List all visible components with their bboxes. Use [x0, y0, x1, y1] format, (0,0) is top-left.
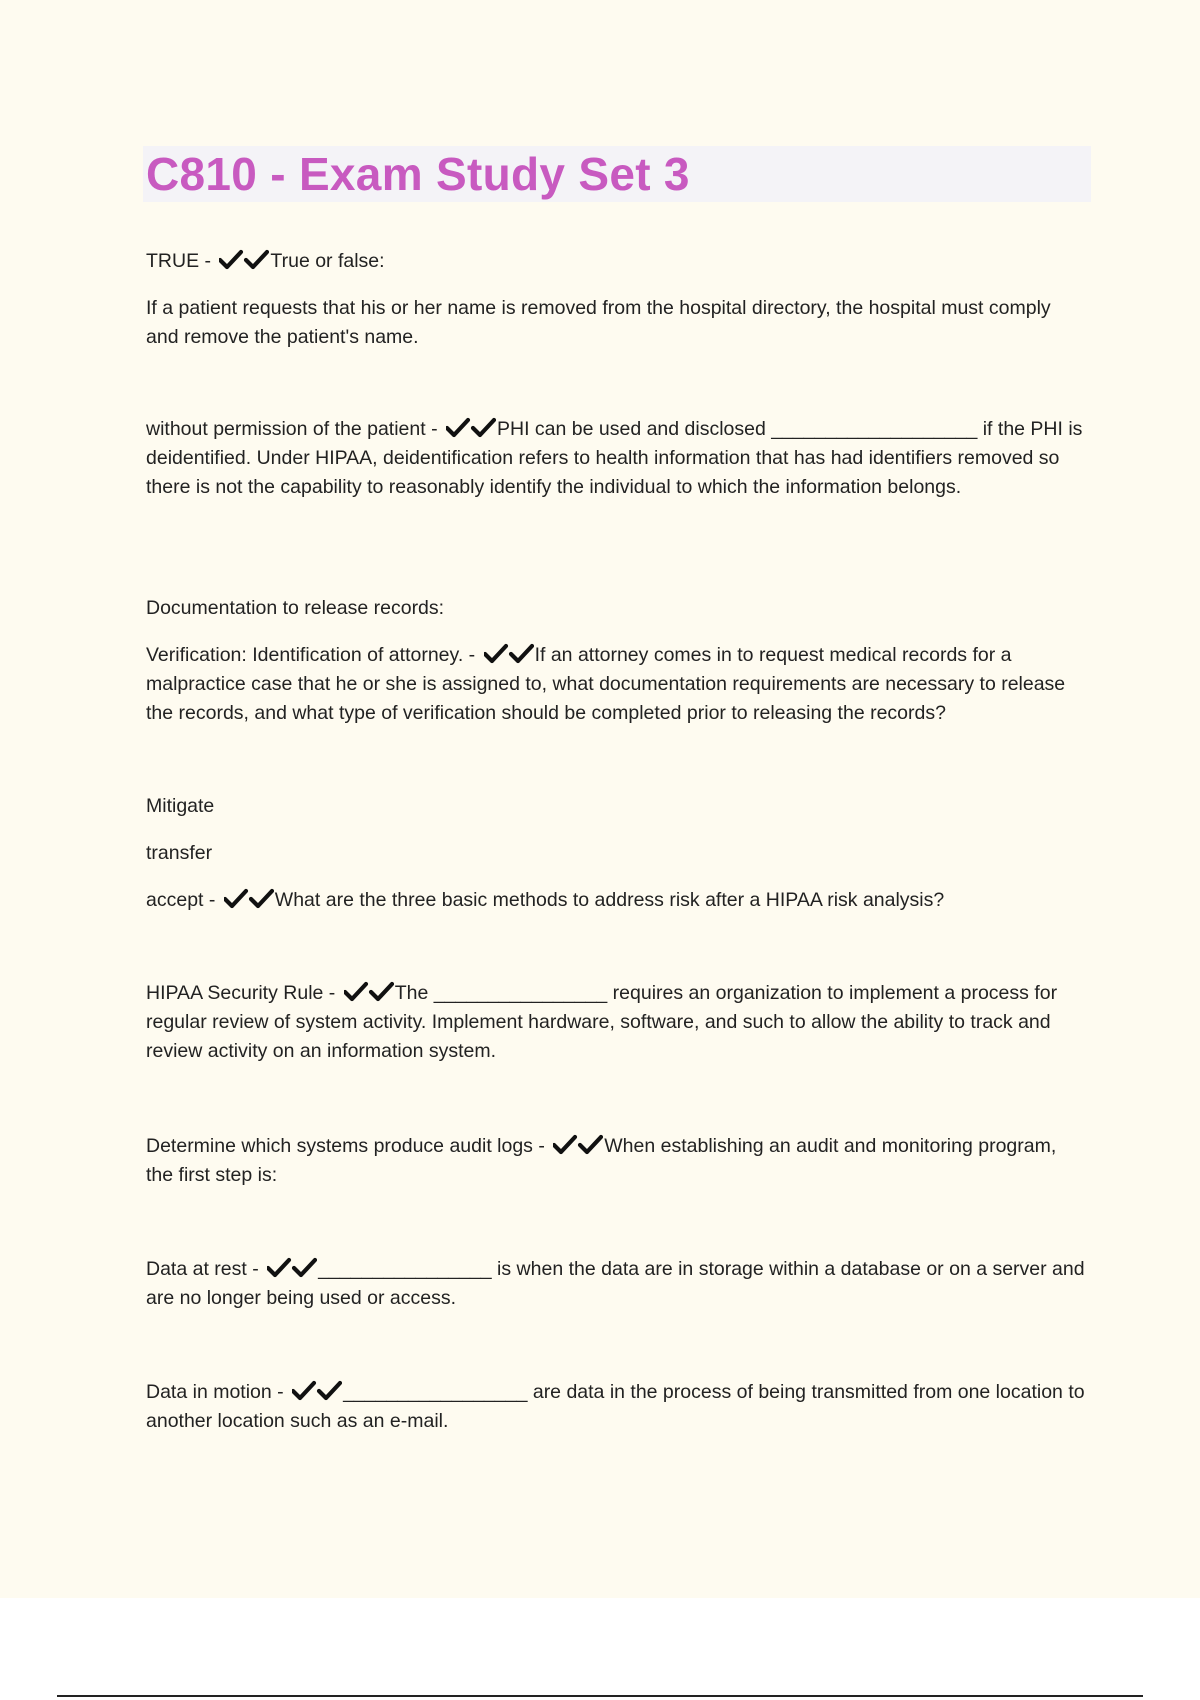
- card-6-answer: Determine which systems produce audit logs -: [146, 1135, 551, 1157]
- footer-rule: [57, 1695, 1143, 1697]
- flashcard-8: [146, 1378, 1086, 1436]
- flashcard-6: [146, 1132, 1086, 1190]
- card-5-question: The ________________ requires an organization to implement a process for regular review of system activity. Implement hardware, software, and such to allow the ability to track and review activity on an information system.: [146, 982, 1058, 1062]
- card-3-question: If an attorney comes in to request medical records for a malpractice case that he or she is assigned to, what documentation requirements are necessary to release the records, and what type of verification should be completed prior to releasing the records?: [146, 644, 1066, 724]
- card-5-answer: HIPAA Security Rule -: [146, 982, 341, 1004]
- double-check-icon: [553, 1134, 603, 1156]
- card-3-answer-line1: Documentation to release records:: [146, 597, 445, 619]
- card-6-line: [146, 1132, 1086, 1190]
- card-8-answer: Data in motion -: [146, 1381, 290, 1403]
- card-8-question: _________________ are data in the process of being transmitted from one location to another location such as an e-mail.: [146, 1381, 1085, 1432]
- card-1-answer: TRUE -: [146, 250, 217, 272]
- flashcard-7: [146, 1255, 1086, 1313]
- card-1-question: True or false:: [270, 250, 385, 272]
- flashcard-2: [146, 415, 1086, 502]
- card-2-question: PHI can be used and disclosed ___________________ if the PHI is deidentified. Under HIPAA, deidentification refers to health information that has had identifiers removed so there is not the capability to reasonably identify the individual to which the information belongs.: [146, 418, 1083, 498]
- double-check-icon: [292, 1380, 342, 1402]
- card-7-question: ________________ is when the data are in storage within a database or on a server and are no longer being used or access.: [146, 1258, 1085, 1309]
- double-check-icon: [224, 888, 274, 910]
- card-4-answer-line2: transfer: [146, 842, 213, 864]
- flashcard-4: [146, 792, 1086, 915]
- card-3-line: [146, 641, 1086, 728]
- double-check-icon: [484, 643, 534, 665]
- card-1-extra: If a patient requests that his or her name is removed from the hospital directory, the hospital must comply and remove the patient's name.: [146, 297, 1051, 348]
- card-7-answer: Data at rest -: [146, 1258, 265, 1280]
- card-3-answer: Verification: Identification of attorney. -: [146, 644, 481, 666]
- card-8-line: [146, 1378, 1086, 1436]
- flashcard-1: [146, 247, 1086, 352]
- flashcard-3: [146, 594, 1086, 728]
- card-4-question: What are the three basic methods to address risk after a HIPAA risk analysis?: [274, 889, 945, 911]
- document-title: C810 - Exam Study Set 3: [146, 148, 690, 200]
- card-2-answer: without permission of the patient -: [146, 418, 443, 440]
- card-1-line: [146, 247, 1086, 276]
- double-check-icon: [267, 1257, 317, 1279]
- card-5-line: [146, 979, 1086, 1066]
- card-4-answer: accept -: [146, 889, 221, 911]
- card-6-question: When establishing an audit and monitoring program, the first step is:: [146, 1135, 1057, 1186]
- double-check-icon: [219, 249, 269, 271]
- card-7-line: [146, 1255, 1086, 1313]
- double-check-icon: [446, 417, 496, 439]
- double-check-icon: [344, 981, 394, 1003]
- card-4-line: [146, 886, 1086, 915]
- card-2-line: [146, 415, 1086, 502]
- card-4-answer-line1: Mitigate: [146, 795, 215, 817]
- flashcard-5: [146, 979, 1086, 1066]
